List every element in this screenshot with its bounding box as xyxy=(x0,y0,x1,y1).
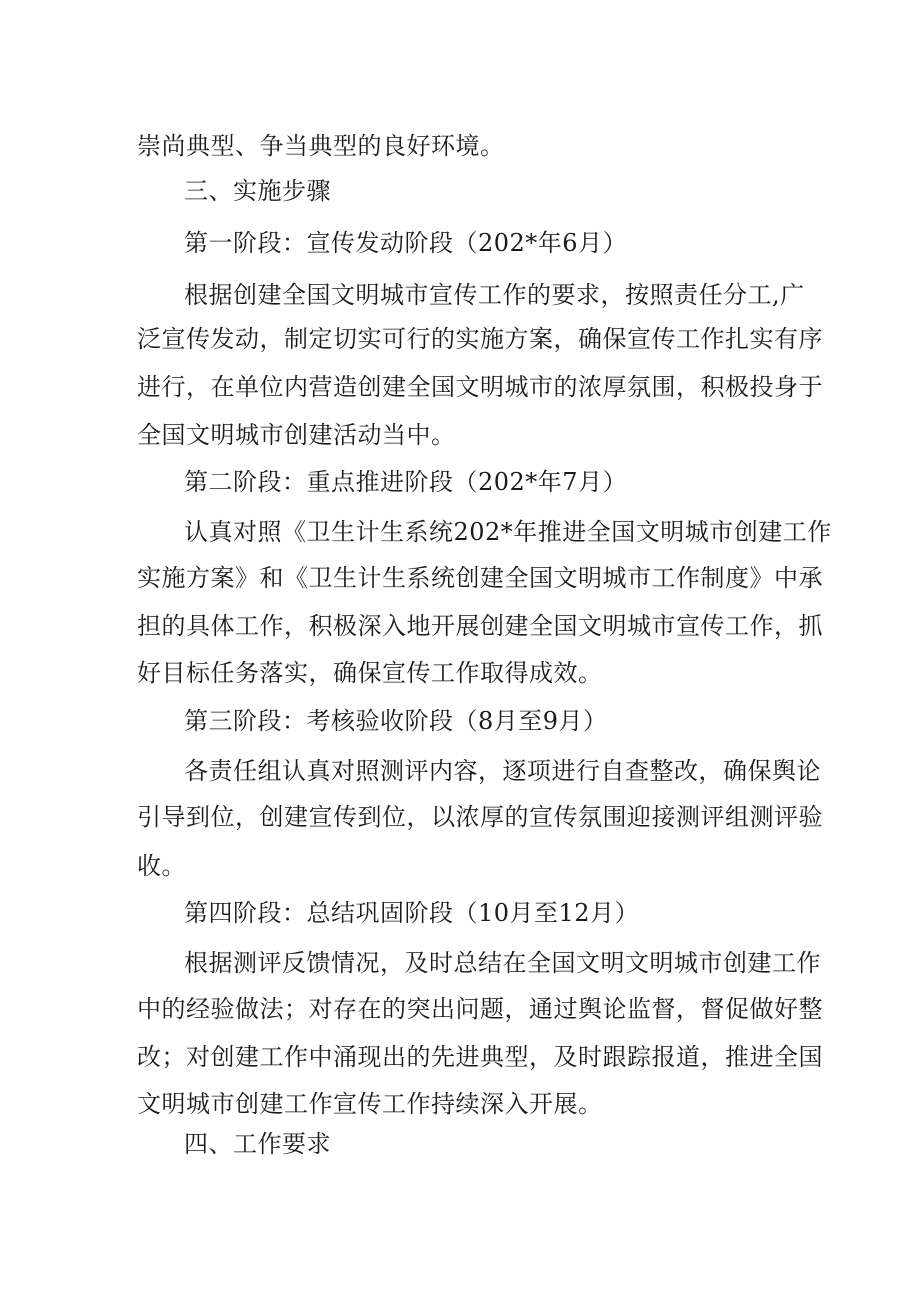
paragraph-line: 进行，在单位内营造创建全国文明城市的浓厚氛围，积极投身于 xyxy=(137,373,823,401)
paragraph-line: 根据测评反馈情况，及时总结在全国文明文明城市创建工作 xyxy=(184,949,821,977)
section-heading: 三、实施步骤 xyxy=(184,177,331,205)
paragraph-line: 中的经验做法；对存在的突出问题，通过舆论监督，督促做好整 xyxy=(137,995,823,1023)
paragraph-line: 文明城市创建工作宣传工作持续深入开展。 xyxy=(137,1090,603,1118)
stage-heading: 第二阶段：重点推进阶段（202*年7月） xyxy=(184,468,628,496)
paragraph-line: 引导到位，创建宣传到位，以浓厚的宣传氛围迎接测评组测评验 xyxy=(137,803,823,831)
paragraph-line: 泛宣传发动，制定切实可行的实施方案，确保宣传工作扎实有序 xyxy=(137,325,823,353)
paragraph-line: 根据创建全国文明城市宣传工作的要求，按照责任分工,广 xyxy=(184,281,805,309)
paragraph-line: 崇尚典型、争当典型的良好环境。 xyxy=(137,132,505,160)
paragraph-line: 收。 xyxy=(137,852,186,880)
stage-heading: 第四阶段：总结巩固阶段（10月至12月） xyxy=(184,899,640,927)
paragraph-line: 改；对创建工作中涌现出的先进典型，及时跟踪报道，推进全国 xyxy=(137,1043,823,1071)
stage-heading: 第一阶段：宣传发动阶段（202*年6月） xyxy=(184,229,628,257)
section-heading: 四、工作要求 xyxy=(184,1130,331,1158)
paragraph-line: 各责任组认真对照测评内容，逐项进行自查整改，确保舆论 xyxy=(184,757,821,785)
paragraph-line: 全国文明城市创建活动当中。 xyxy=(137,421,456,449)
stage-heading: 第三阶段：考核验收阶段（8月至9月） xyxy=(184,707,608,735)
paragraph-line: 认真对照《卫生计生系统202*年推进全国文明城市创建工作 xyxy=(184,518,832,546)
paragraph-line: 实施方案》和《卫生计生系统创建全国文明城市工作制度》中承 xyxy=(137,564,823,592)
paragraph-line: 好目标任务落实，确保宣传工作取得成效。 xyxy=(137,659,603,687)
paragraph-line: 担的具体工作，积极深入地开展创建全国文明城市宣传工作，抓 xyxy=(137,612,823,640)
